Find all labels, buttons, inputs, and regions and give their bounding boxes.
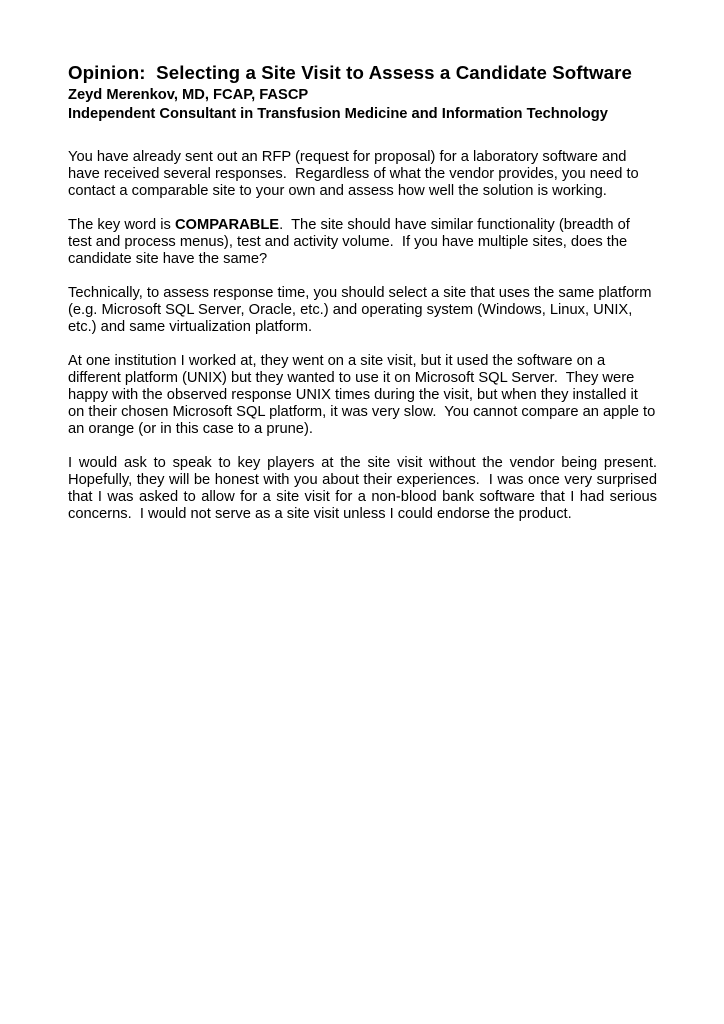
paragraph-institution-story: At one institution I worked at, they went on a site visit, but it used the software on a different platform (UNIX) but they wanted to use it on Microsoft SQL Server. They were happy with the observed response UNIX times during the visit, but when they installed it on their chosen Microsoft SQL platform, it was very slow. You cannot compare an apple to an orange (or in this case to a prune). [68,353,660,437]
document-content [68,62,666,540]
paragraph-key-players: I would ask to speak to key players at the site visit without the vendor being present. Hopefully, they will be honest with you about their experiences. I was once very surprised that I was asked to allow for a site visit for a non-blood bank software that I had serious concerns. I would not serve as a site visit unless I could endorse the product. [68,455,666,522]
paragraph-rfp-intro: You have already sent out an RFP (request for proposal) for a laboratory software and have received several responses. Regardless of what the vendor provides, you need to contact a comparable site to your own and assess how well the solution is working. [68,149,643,199]
paragraph-comparable-before: The key word is [68,217,175,233]
article-body [68,149,666,523]
author-line: Zeyd Merenkov, MD, FCAP, FASCP [68,87,309,103]
comparable-bold-word: COMPARABLE [174,217,280,233]
page-title: Opinion: Selecting a Site Visit to Assess a Candidate Software [68,62,632,83]
author-role-line: Independent Consultant in Transfusion Medicine and Information Technology [68,106,608,122]
paragraph-comparable [68,217,657,268]
paragraph-platform: Technically, to assess response time, you should select a site that uses the same platform (e.g. Microsoft SQL Server, Oracle, etc.) and operating system (Windows, Linux, UNIX, etc.) and same virtualization platform. [68,285,656,335]
paragraph-comparable-after: . The site should have similar functionality (breadth of test and process menus), test and activity volume. If you have multiple sites, does the candidate site have the same? [68,217,634,267]
